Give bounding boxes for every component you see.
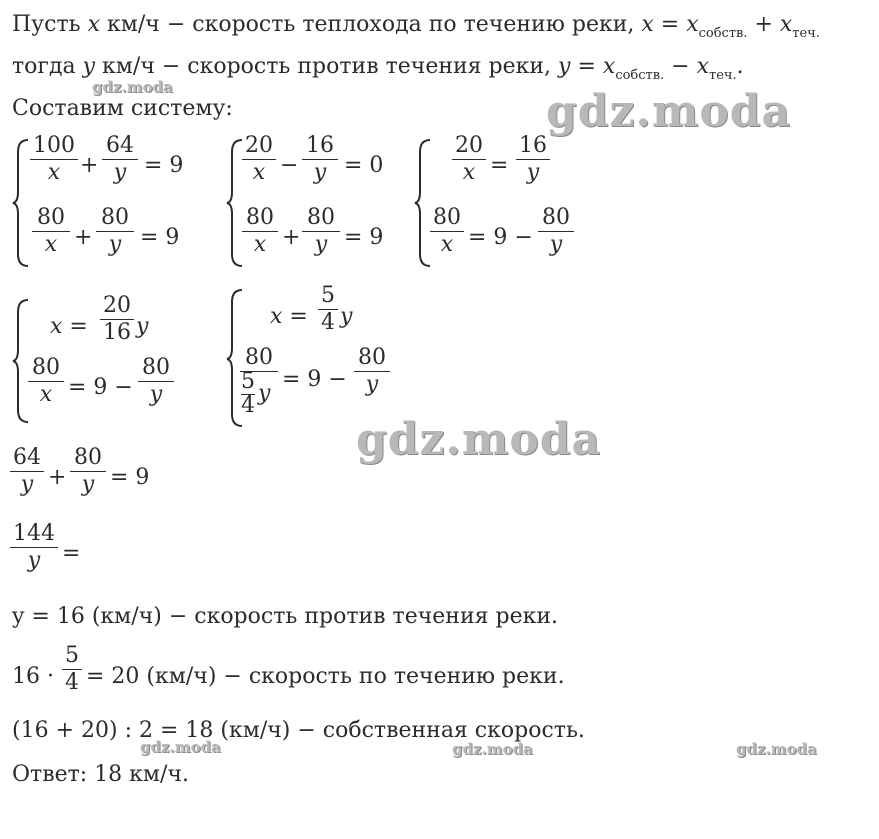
fraction: 20 x xyxy=(242,134,276,185)
subscript: собств. xyxy=(698,26,748,41)
subscript: теч. xyxy=(792,26,820,41)
equals-result: = 9 − xyxy=(468,225,533,250)
subscript: теч. xyxy=(709,68,737,83)
intro-line-3: Составим систему: xyxy=(12,96,233,121)
watermark: gdz.moda xyxy=(356,414,602,465)
fraction: 80 5 4 y xyxy=(240,346,278,417)
fraction: 16 y xyxy=(516,134,550,185)
fraction: 80 y xyxy=(354,346,390,397)
equals-result: = xyxy=(62,541,81,566)
text: км/ч − скорость против течения реки, xyxy=(95,54,559,79)
equals-result: = 9 xyxy=(110,465,150,490)
fraction: 5 4 xyxy=(318,284,338,335)
operator: − xyxy=(280,153,299,178)
intro-line-1 xyxy=(12,12,820,47)
watermark: gdz.moda xyxy=(92,78,173,96)
fraction: 80 x xyxy=(28,356,64,407)
equals-result: = 9 xyxy=(140,225,180,250)
formula: y = x xyxy=(558,54,616,79)
fraction: 80 y xyxy=(302,206,340,257)
formula: x = x xyxy=(641,12,699,37)
fraction: 100 x xyxy=(30,134,78,185)
fraction: 64 y xyxy=(10,446,44,497)
formula: x = xyxy=(270,304,308,329)
equals-result: = 0 xyxy=(344,153,384,178)
var-y: y xyxy=(340,304,353,329)
text: . xyxy=(736,54,744,79)
watermark: gdz.moda xyxy=(546,86,792,137)
result-line-1: y = 16 (км/ч) − скорость против течения реки. xyxy=(12,604,559,629)
fraction: 20 x xyxy=(452,134,486,185)
watermark: gdz.moda xyxy=(452,740,533,758)
fraction: 80 x xyxy=(242,206,278,257)
brace-icon xyxy=(12,138,30,268)
watermark: gdz.moda xyxy=(140,738,221,756)
var-y: y xyxy=(136,314,149,339)
watermark: gdz.moda xyxy=(736,740,817,758)
fraction: 144 y xyxy=(10,522,58,573)
operator: = xyxy=(490,153,509,178)
subscript: собств. xyxy=(615,68,665,83)
equals-result: = 9 xyxy=(344,225,384,250)
operator: + xyxy=(48,465,67,490)
fraction: 16 y xyxy=(302,134,338,185)
fraction: 20 16 xyxy=(100,294,134,345)
formula: − x xyxy=(664,54,709,79)
text: 16 · xyxy=(12,664,54,689)
equals-result: = 9 xyxy=(144,153,184,178)
equals-result: = 9 − xyxy=(282,367,347,392)
text: = 20 (км/ч) − скорость по течению реки. xyxy=(86,664,565,689)
fraction: 80 y xyxy=(70,446,106,497)
operator: + xyxy=(74,225,93,250)
fraction: 5 4 xyxy=(62,644,82,695)
fraction: 80 x xyxy=(32,206,70,257)
equals-result: = 9 − xyxy=(68,375,133,400)
answer-line: Ответ: 18 км/ч. xyxy=(12,762,189,787)
fraction: 80 y xyxy=(538,206,574,257)
fraction: 80 y xyxy=(96,206,134,257)
fraction: 80 y xyxy=(138,356,174,407)
var-y: y xyxy=(82,54,96,79)
fraction: 64 y xyxy=(102,134,138,185)
result-line-3: (16 + 20) : 2 = 18 (км/ч) − собственная скорость. xyxy=(12,718,585,743)
var-x: x xyxy=(87,12,101,37)
operator: + xyxy=(80,153,99,178)
formula: + x xyxy=(747,12,793,37)
formula: x = xyxy=(50,314,88,339)
operator: + xyxy=(282,225,301,250)
text: км/ч − скорость теплохода по течению реки, xyxy=(100,12,642,37)
fraction: 80 x xyxy=(430,206,464,257)
text: тогда xyxy=(12,54,83,79)
text: Пусть xyxy=(12,12,88,37)
